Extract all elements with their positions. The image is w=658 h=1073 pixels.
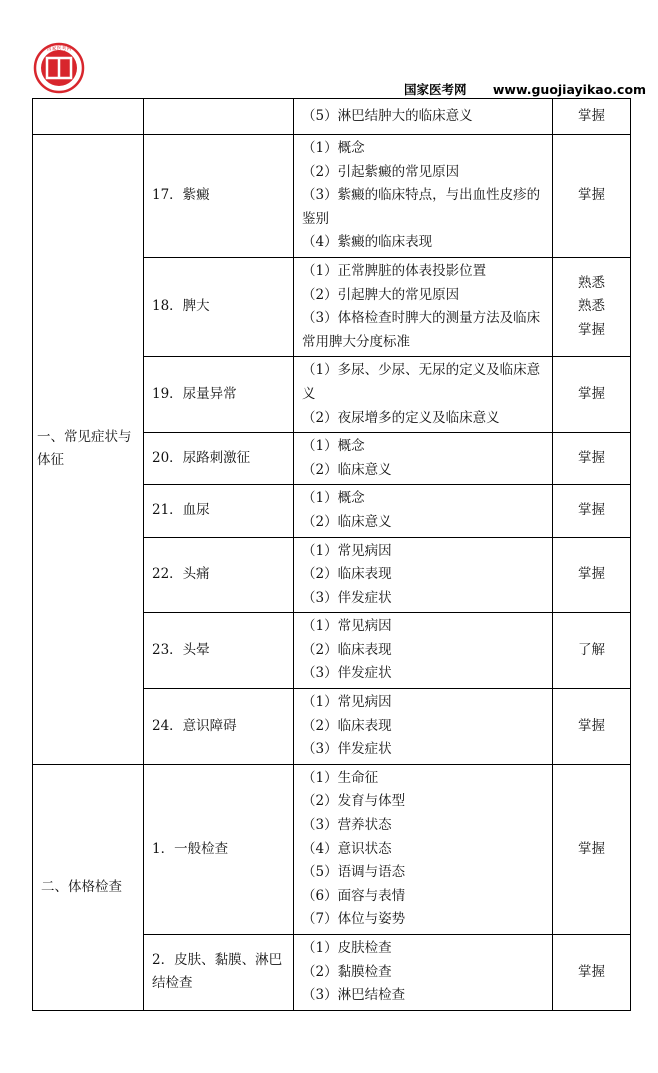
item-line: （1）生命征	[302, 769, 379, 786]
table-row	[33, 99, 631, 135]
item-line: （1）正常脾脏的体表投影位置	[302, 262, 487, 279]
items-cell	[294, 935, 553, 1011]
item-line: （4）紫癜的临床表现	[302, 234, 433, 251]
topic-cell: 22．头痛	[144, 537, 294, 613]
requirement-level: 了解	[578, 641, 605, 658]
site-logo	[33, 42, 85, 94]
topic-cell: 23．头晕	[144, 613, 294, 689]
requirement-level: 掌握	[578, 963, 605, 980]
item-line: （2）临床表现	[302, 566, 392, 583]
logo-text: 国家医考网	[46, 46, 72, 52]
requirement-cell	[553, 99, 631, 135]
page-header	[404, 80, 646, 98]
item-line: （1）概念	[302, 438, 365, 455]
item-line: （1）概念	[302, 490, 365, 507]
items-cell	[294, 357, 553, 433]
requirement-cell	[553, 135, 631, 258]
items-cell	[294, 99, 553, 135]
requirement-level: 熟悉	[578, 274, 605, 291]
topic-cell: 24．意识障碍	[144, 689, 294, 765]
requirement-cell	[553, 433, 631, 485]
item-line: （2）临床意义	[302, 461, 392, 478]
item-line: （3）营养状态	[302, 817, 392, 834]
topic-cell: 20．尿路刺激征	[144, 433, 294, 485]
topic-cell: 17．紫癜	[144, 135, 294, 258]
item-line: （1）概念	[302, 140, 365, 156]
item-line: （2）发育与体型	[302, 793, 406, 810]
site-url[interactable]: www.guojiayikao.com	[492, 82, 647, 97]
item-line: （1）皮肤检查	[302, 940, 392, 956]
requirement-level: 掌握	[578, 321, 605, 338]
item-line: （2）引起紫癜的常见原因	[302, 163, 460, 180]
requirement-level: 掌握	[578, 449, 605, 466]
requirement-level: 掌握	[578, 566, 605, 583]
items-cell	[294, 135, 553, 258]
item-line: （1）常见病因	[302, 618, 392, 635]
requirement-level: 掌握	[578, 502, 605, 519]
item-line: （2）临床意义	[302, 513, 392, 530]
items-cell	[294, 764, 553, 934]
item-line: （1）常见病因	[302, 694, 392, 711]
table-row	[33, 764, 631, 934]
requirement-level: 掌握	[578, 187, 605, 204]
items-cell	[294, 613, 553, 689]
item-line: （3）伴发症状	[302, 665, 392, 682]
requirement-level: 掌握	[578, 385, 605, 402]
topic-cell: 18．脾大	[144, 257, 294, 356]
item-line: （1）多尿、少尿、无尿的定义及临床意义	[302, 362, 541, 402]
item-line: （3）伴发症状	[302, 589, 392, 606]
item-line: （2）黏膜检查	[302, 963, 392, 980]
requirement-cell	[553, 357, 631, 433]
items-cell	[294, 433, 553, 485]
topic-cell: 1．一般检查	[144, 764, 294, 934]
requirement-cell	[553, 485, 631, 537]
site-name: 国家医考网	[404, 82, 467, 97]
topic-cell	[144, 99, 294, 135]
category-cell: 一、常见症状与体征	[33, 135, 144, 765]
requirement-level: 熟悉	[578, 298, 605, 315]
item-line: （7）体位与姿势	[302, 911, 406, 928]
category-cell: 二、体格检查	[33, 764, 144, 1010]
requirement-level: 掌握	[578, 107, 605, 124]
item-line: （2）夜尿增多的定义及临床意义	[302, 409, 500, 426]
table-row	[33, 135, 631, 258]
requirement-cell	[553, 257, 631, 356]
item-line: （1）常见病因	[302, 542, 392, 559]
requirement-cell	[553, 764, 631, 934]
requirement-cell	[553, 537, 631, 613]
items-cell	[294, 257, 553, 356]
category-cell	[33, 99, 144, 135]
topic-cell: 19．尿量异常	[144, 357, 294, 433]
item-line: （2）临床表现	[302, 717, 392, 734]
requirement-cell	[553, 613, 631, 689]
item-line: （3）体格检查时脾大的测量方法及临床常用脾大分度标准	[302, 310, 541, 350]
requirement-level: 掌握	[578, 717, 605, 734]
item-line: （6）面容与表情	[302, 887, 406, 904]
item-line: （4）意识状态	[302, 840, 392, 857]
item-line: （5）语调与语态	[302, 864, 406, 881]
item-line: （3）紫癜的临床特点，与出血性皮疹的鉴别	[302, 187, 541, 227]
item-line: （3）淋巴结检查	[302, 987, 406, 1004]
items-cell	[294, 485, 553, 537]
requirement-cell	[553, 935, 631, 1011]
item-line: （2）临床表现	[302, 641, 392, 658]
requirement-level: 掌握	[578, 840, 605, 857]
items-cell	[294, 689, 553, 765]
item-line: （2）引起脾大的常见原因	[302, 286, 460, 303]
syllabus-table	[32, 98, 631, 1011]
items-cell	[294, 537, 553, 613]
requirement-cell	[553, 689, 631, 765]
item-line: （5）淋巴结肿大的临床意义	[302, 107, 473, 124]
item-line: （3）伴发症状	[302, 741, 392, 758]
topic-cell: 21．血尿	[144, 485, 294, 537]
topic-cell: 2．皮肤、黏膜、淋巴结检查	[144, 935, 294, 1011]
